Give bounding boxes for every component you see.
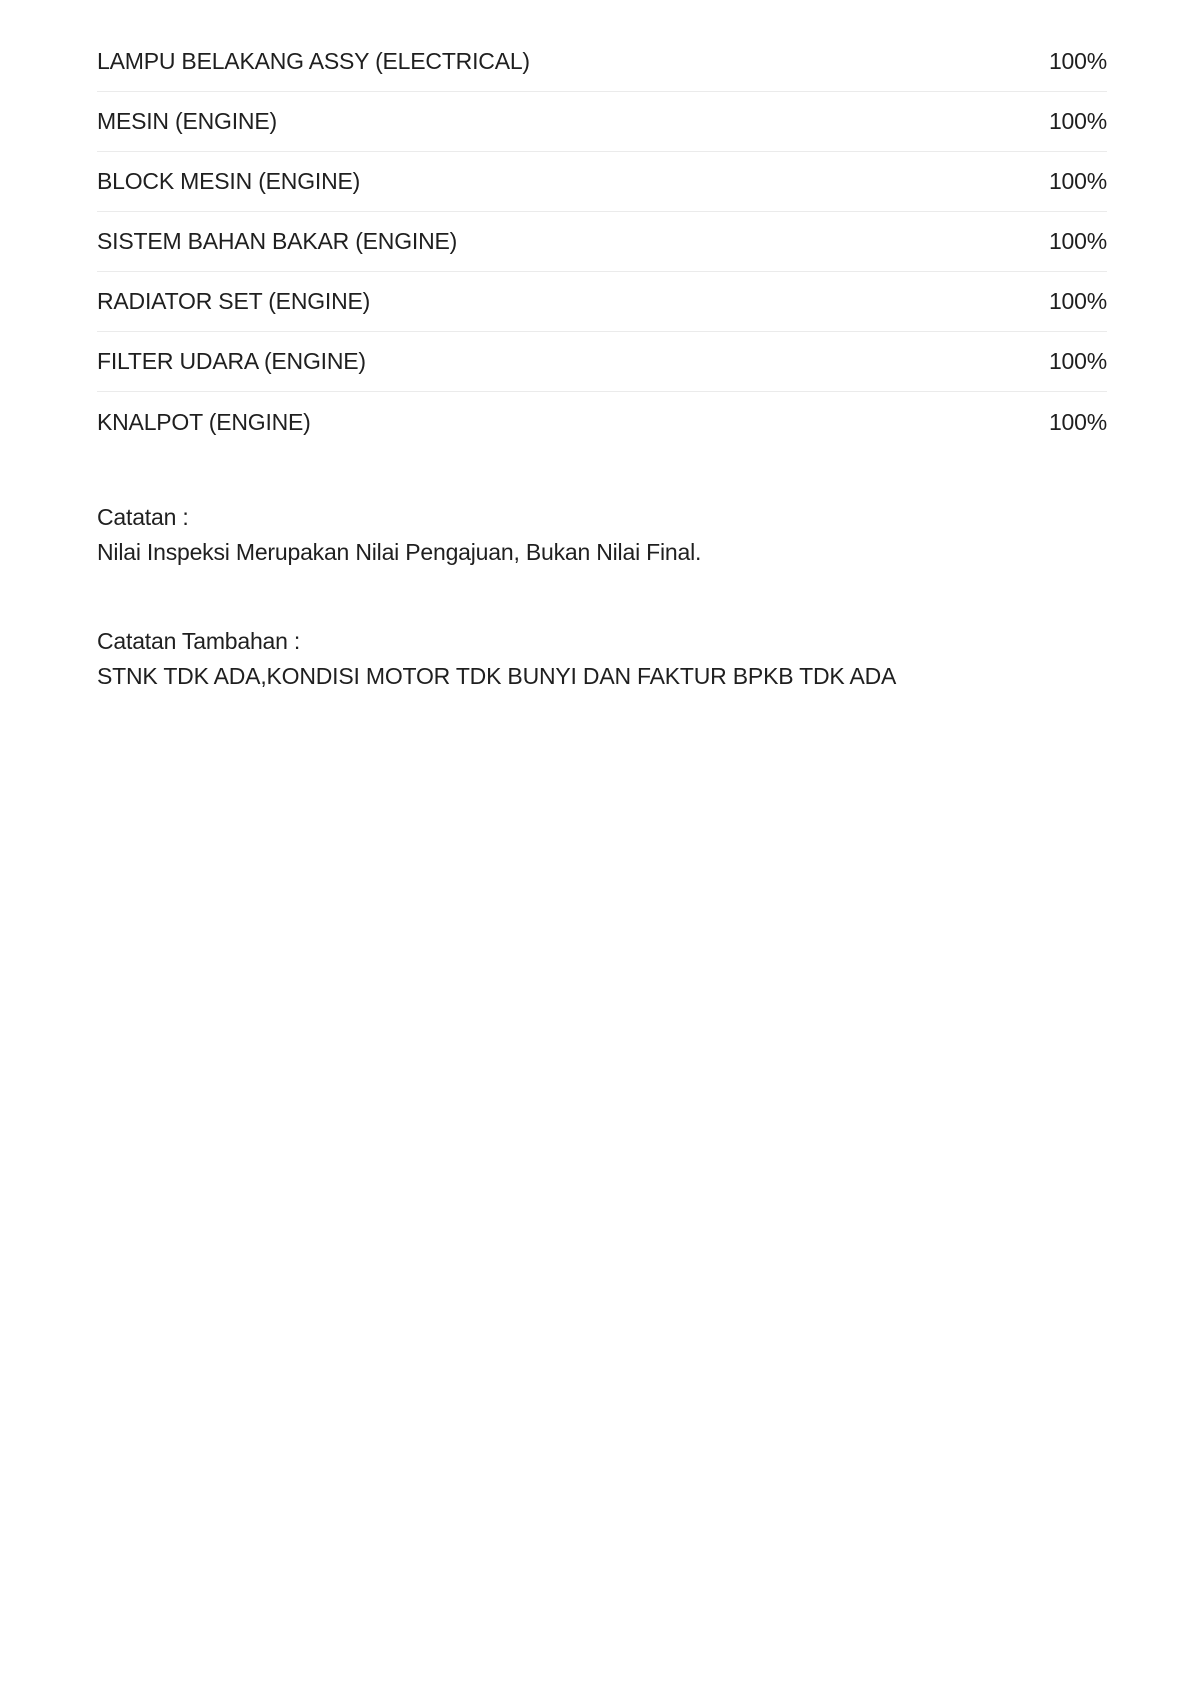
inspection-item-value: 100% (1048, 228, 1107, 254)
inspection-item-row (97, 152, 1107, 212)
inspection-item-label: RADIATOR SET (ENGINE) (97, 288, 371, 314)
inspection-item-label: LAMPU BELAKANG ASSY (ELECTRICAL) (97, 48, 530, 74)
additional-notes-text: STNK TDK ADA,KONDISI MOTOR TDK BUNYI DAN FAKTUR BPKB TDK ADA (97, 663, 897, 689)
notes-text: Nilai Inspeksi Merupakan Nilai Pengajuan, Bukan Nilai Final. (97, 539, 702, 565)
inspection-item-value: 100% (1048, 168, 1107, 194)
notes-label: Catatan : (97, 504, 189, 530)
inspection-item-label: KNALPOT (ENGINE) (97, 408, 311, 435)
inspection-item-value: 100% (1048, 348, 1107, 374)
inspection-item-label: MESIN (ENGINE) (97, 108, 277, 134)
inspection-item-row (97, 392, 1107, 452)
inspection-item-value: 100% (1048, 408, 1107, 435)
additional-notes-section (97, 624, 1107, 694)
inspection-item-value: 100% (1048, 48, 1107, 74)
inspection-item-label: FILTER UDARA (ENGINE) (97, 348, 366, 374)
inspection-item-row (97, 212, 1107, 272)
inspection-item-row (97, 272, 1107, 332)
inspection-item-label: BLOCK MESIN (ENGINE) (97, 168, 361, 194)
additional-notes-label: Catatan Tambahan : (97, 628, 301, 654)
notes-section (97, 500, 1107, 570)
inspection-item-label: SISTEM BAHAN BAKAR (ENGINE) (97, 228, 458, 254)
inspection-item-value: 100% (1048, 108, 1107, 134)
inspection-items-list (97, 32, 1107, 452)
inspection-item-row (97, 332, 1107, 392)
inspection-item-row (97, 32, 1107, 92)
inspection-item-value: 100% (1048, 288, 1107, 314)
inspection-item-row (97, 92, 1107, 152)
